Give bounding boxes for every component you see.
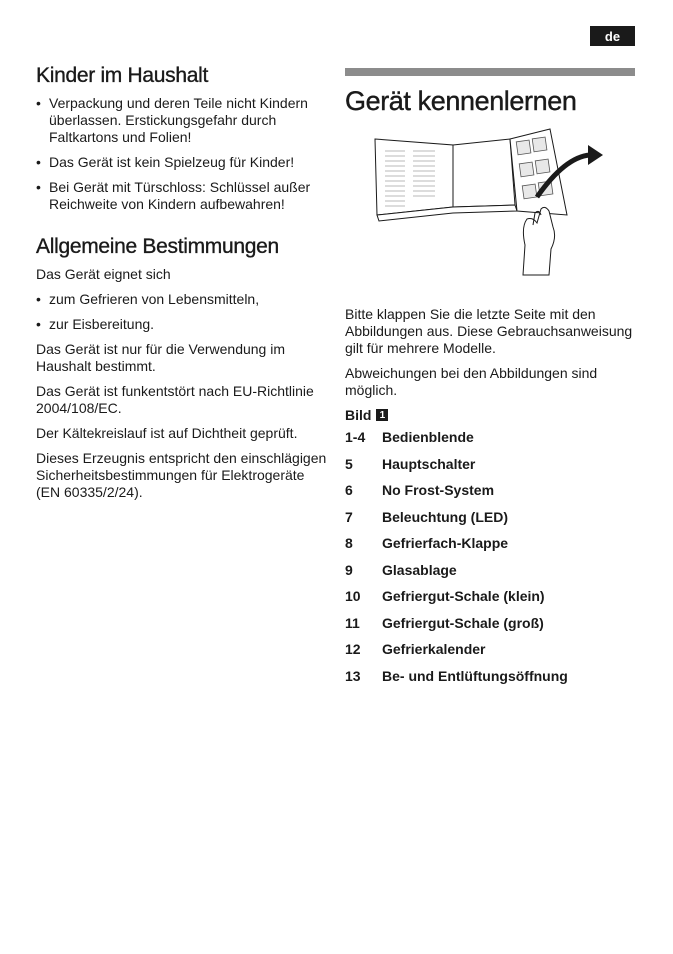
part-number: 12: [345, 641, 361, 657]
kinder-bullet-list: [36, 95, 328, 213]
right-column: [345, 68, 635, 694]
part-number: 6: [345, 482, 353, 498]
instruction-paragraph: Bitte klappen Sie die letzte Seite mit den Abbildungen aus. Diese Gebrauchsanweisung gilt für mehrere Modelle.: [345, 306, 633, 356]
part-label: No Frost-System: [382, 482, 495, 498]
left-column: [36, 64, 328, 509]
figure-number-badge: 1: [376, 409, 388, 421]
allgemeine-paragraph: Das Gerät ist funkentstört nach EU-Richtlinie 2004/108/EC.: [36, 383, 314, 416]
part-label: Gefrierkalender: [382, 641, 486, 657]
part-number: 9: [345, 561, 353, 578]
allgemeine-paragraph: Dieses Erzeugnis entspricht den einschlägigen Sicherheitsbestimmungen für Elektrogeräte (EN 60335/2/24).: [36, 450, 327, 500]
part-label: Gefriergut-Schale (klein): [382, 588, 545, 604]
allgemeine-intro: Das Gerät eignet sich: [36, 266, 171, 282]
part-number: 13: [345, 667, 361, 684]
allgemeine-bullet: • zum Gefrieren von Lebensmitteln,: [36, 291, 328, 308]
arrow-head-icon: [588, 145, 603, 165]
part-label: Hauptschalter: [382, 455, 476, 472]
part-label: Be- und Entlüftungsöffnung: [382, 667, 568, 684]
part-number: 5: [345, 455, 353, 472]
list-item: [345, 615, 635, 642]
part-label: Bedienblende: [382, 429, 474, 445]
part-number: 1-4: [345, 429, 366, 445]
list-item: [345, 668, 635, 695]
kinder-bullet: • Das Gerät ist kein Spielzeug für Kinder!: [36, 154, 328, 171]
list-item: [345, 429, 635, 456]
list-item: [345, 482, 635, 509]
figure-label: Bild: [345, 407, 372, 423]
list-item: [345, 588, 635, 615]
page-title: Gerät kennenlernen: [345, 86, 577, 116]
part-label: Gefriergut-Schale (groß): [382, 614, 544, 631]
part-number: 10: [345, 588, 361, 604]
list-item: [345, 535, 635, 562]
parts-list: [345, 429, 635, 694]
part-label: Glasablage: [382, 561, 457, 578]
heading-kinder: Kinder im Haushalt: [36, 64, 209, 87]
kinder-bullet: • Verpackung und deren Teile nicht Kindern überlassen. Erstickungsgefahr durch Faltkartons und Folien!: [36, 95, 328, 146]
list-item: [345, 562, 635, 589]
allgemeine-bullet: • zur Eisbereitung.: [36, 316, 328, 333]
part-label: Gefrierfach-Klappe: [382, 535, 509, 551]
allgemeine-paragraph: Der Kältekreislauf ist auf Dichtheit geprüft.: [36, 425, 298, 441]
figure-reference: [345, 407, 635, 423]
kinder-bullet: • Bei Gerät mit Türschloss: Schlüssel außer Reichweite von Kindern aufbewahren!: [36, 179, 328, 213]
part-number: 7: [345, 508, 353, 525]
booklet-drawing: [375, 129, 567, 221]
heading-allgemeine: Allgemeine Bestimmungen: [36, 235, 279, 258]
language-badge: de: [590, 26, 635, 46]
list-item: [345, 641, 635, 668]
part-label: Beleuchtung (LED): [382, 508, 508, 525]
part-number: 11: [345, 614, 360, 631]
fold-out-page-illustration: [345, 127, 635, 277]
allgemeine-paragraph: Das Gerät ist nur für die Verwendung im Haushalt bestimmt.: [36, 341, 286, 374]
list-item: [345, 456, 635, 483]
part-number: 8: [345, 535, 353, 551]
hand-icon: [523, 207, 555, 275]
allgemeine-bullet-list: [36, 291, 328, 333]
section-divider-bar: [345, 68, 635, 76]
instruction-paragraph: Abweichungen bei den Abbildungen sind möglich.: [345, 365, 598, 398]
list-item: [345, 509, 635, 536]
